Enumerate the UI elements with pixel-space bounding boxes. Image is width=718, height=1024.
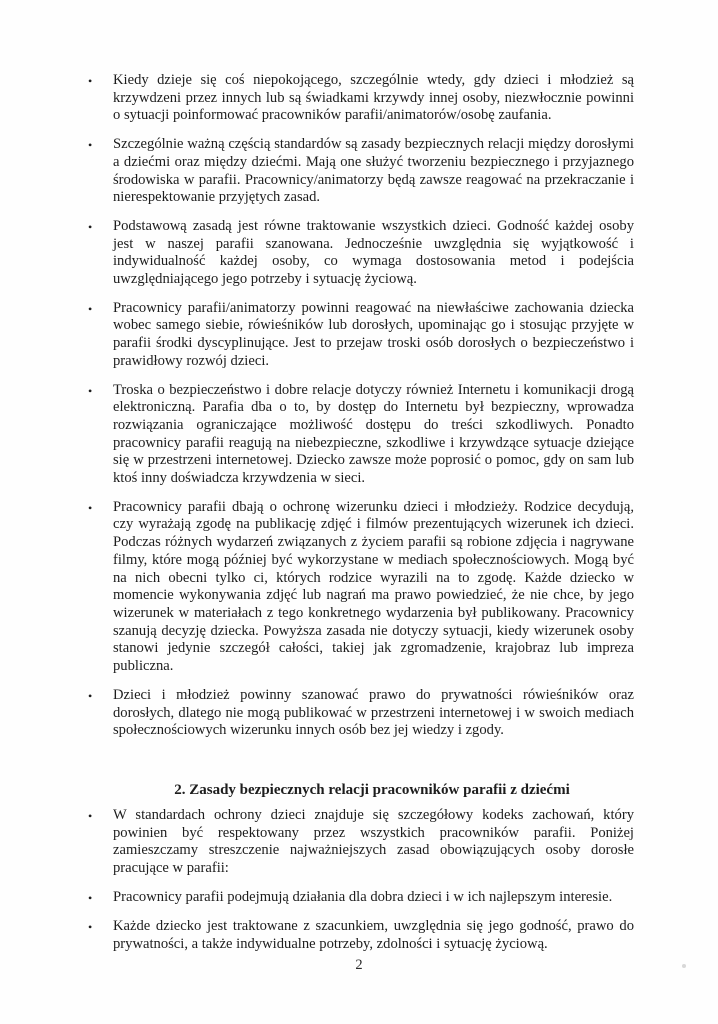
list-item xyxy=(85,499,634,676)
bullet-text: Pracownicy parafii/animatorzy powinni reagować na niewłaściwe zachowania dziecka wobec samego siebie, rówieśników lub dorosłych, upominając go i stosując przyjęte w parafii środki dyscyplinujące. Jest to przejaw troski osób dorosłych o bezpieczeństwo i prawidłowy rozwój dzieci. xyxy=(113,299,634,369)
scan-artifact-speck xyxy=(682,964,686,968)
list-item xyxy=(85,687,634,740)
bullet-icon: • xyxy=(88,301,93,316)
bullet-icon: • xyxy=(88,74,93,88)
page-number: 2 xyxy=(355,957,363,973)
section1-bullet-list xyxy=(85,72,634,740)
bullet-icon: • xyxy=(88,138,93,153)
bullet-text: W standardach ochrony dzieci znajduje się szczegółowy kodeks zachowań, który powinien być respektowany przez wszystkich pracowników parafii. Poniżej zamieszczamy streszczenie najważniejszych zasad obowiązujących osoby dorosłe pracujące w parafii: xyxy=(113,806,634,877)
section2-bullet-list xyxy=(85,807,634,954)
bullet-icon: • xyxy=(88,383,93,398)
bullet-icon: • xyxy=(88,920,93,935)
list-item xyxy=(85,807,634,878)
bullet-icon: • xyxy=(88,500,93,515)
bullet-icon: • xyxy=(88,688,93,703)
bullet-icon: • xyxy=(88,890,93,905)
bullet-text: Dzieci i młodzież powinny szanować prawo do prywatności rówieśników oraz dorosłych, dlatego nie mogą publikować w przestrzeni internetowej i w swoich mediach społecznościowych wizerunku innych osób bez jej wiedzy i zgody. xyxy=(113,686,634,739)
bullet-text: Pracownicy parafii dbają o ochronę wizerunku dzieci i młodzieży. Rodzice decydują, czy wyrażają zgodę na publikację zdjęć i filmów prezentujących wizerunek ich dzieci. Podczas różnych wydarzeń związanych z życiem parafii są robione zdjęcia i nagrywane filmy, które mogą później być wykorzystane w mediach społecznościowych. Mogą być na nich obecni tylko ci, których rodzice wyrazili na to zgodę. Każde dziecko w momencie wykonywania zdjęć lub nagrań ma prawo powiedzieć, że nie chce, by jego wizerunek w materiałach z tego konkretnego wydarzenia był publikowany. Pracownicy szanują decyzję dziecka. Powyższa zasada nie dotyczy sytuacji, kiedy wizerunek osoby stanowi jedynie szczegół całości, takiej jak zgromadzenie, krajobraz lub impreza publiczna. xyxy=(113,498,634,675)
bullet-text: Każde dziecko jest traktowane z szacunkiem, uwzględnia się jego godność, prawo do prywatności, a także indywidualne potrzeby, zdolności i sytuację życiową. xyxy=(113,918,634,953)
list-item xyxy=(85,72,634,125)
list-item xyxy=(85,382,634,488)
list-item xyxy=(85,136,634,207)
list-item xyxy=(85,889,634,908)
bullet-text: Podstawową zasadą jest równe traktowanie wszystkich dzieci. Godność każdej osoby jest w naszej parafii szanowana. Jednocześnie uwzględnia się wyjątkowość i indywidualność każdej osoby, co wymaga dostosowania metod i podejścia uwzględniającego jego potrzeby i sytuację życiową. xyxy=(113,217,634,288)
bullet-text: Szczególnie ważną częścią standardów są zasady bezpiecznych relacji między dorosłymi a dziećmi oraz między dziećmi. Mają one służyć tworzeniu bezpiecznego i przyjaznego środowiska w parafii. Pracownicy/animatorzy będą zawsze reagować na przekraczanie i nierespektowanie przyjętych zasad. xyxy=(113,136,634,206)
list-item xyxy=(85,918,634,953)
list-item xyxy=(85,218,634,289)
section2-heading: 2. Zasady bezpiecznych relacji pracowników parafii z dziećmi xyxy=(174,781,570,798)
bullet-text: Kiedy dzieje się coś niepokojącego, szczególnie wtedy, gdy dzieci i młodzież są krzywdzeni przez innych lub są świadkami krzywdy innej osoby, niezwłocznie powinni o sytuacji poinformować pracowników parafii/animatorów/osobę zaufania. xyxy=(113,72,634,124)
document-content xyxy=(85,72,634,954)
bullet-icon: • xyxy=(88,808,93,823)
bullet-text: Troska o bezpieczeństwo i dobre relacje dotyczy również Internetu i komunikacji drogą elektroniczną. Parafia dba o to, by dostęp do Internetu był bezpieczny, wprowadza rozwiązania ograniczające możliwość dostępu do treści szkodliwych. Ponadto pracownicy parafii reagują na niebezpieczne, szkodliwe i krzywdzące sytuacje dziejące się w przestrzeni internetowej. Dziecko zawsze może poprosić o pomoc, gdy on sam lub ktoś inny doświadcza krzywdzenia w sieci. xyxy=(113,381,634,487)
bullet-icon: • xyxy=(88,219,93,234)
bullet-text: Pracownicy parafii podejmują działania dla dobra dzieci i w ich najlepszym interesie. xyxy=(113,888,613,905)
list-item xyxy=(85,300,634,371)
